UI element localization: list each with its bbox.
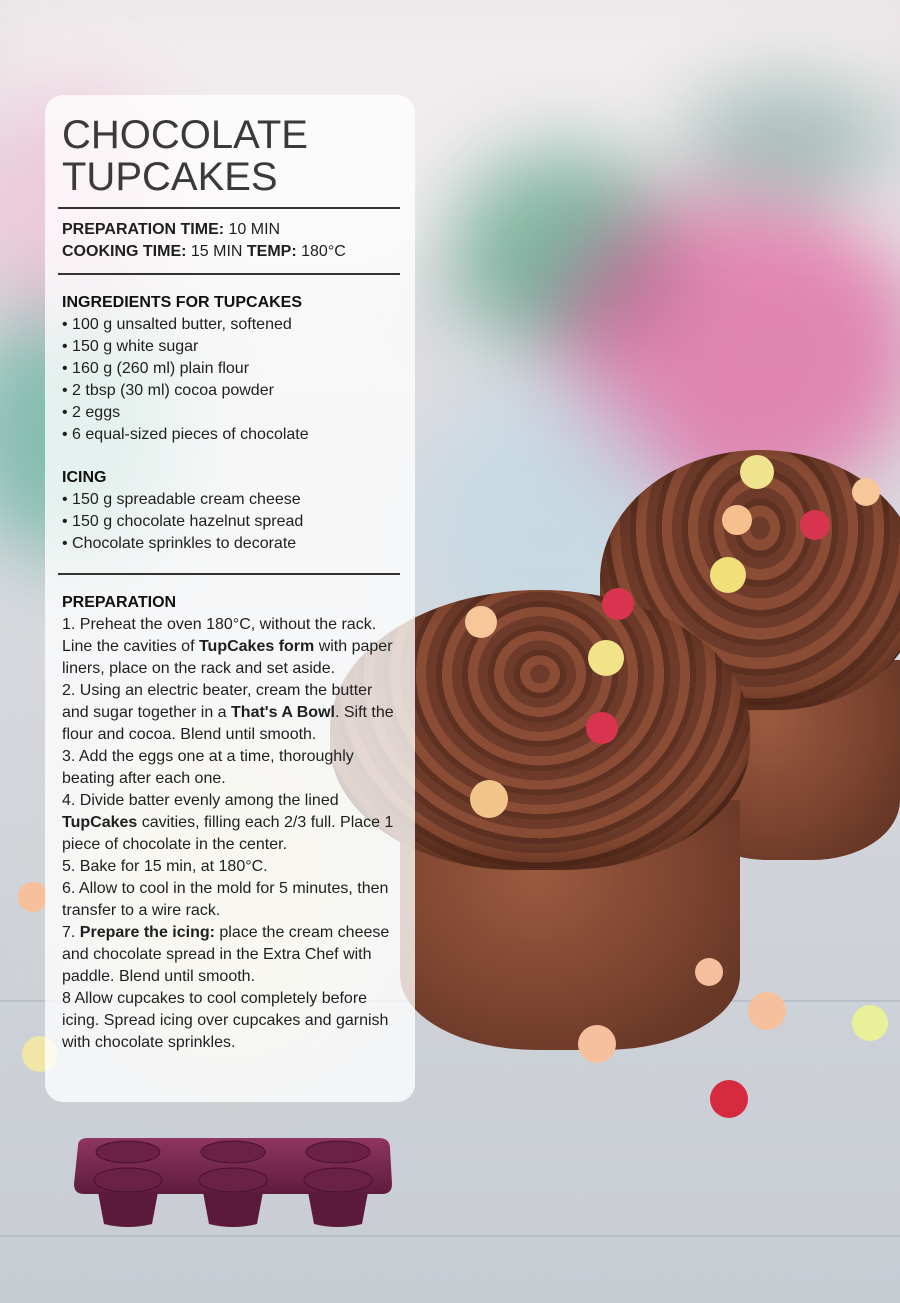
product-name: TupCakes form	[198, 638, 315, 655]
temp-label: TEMP:	[246, 243, 297, 260]
step-2: 2. Using an electric beater, cream the butter and sugar together in a That's A Bowl. Sift the flour and cocoa. Blend until smooth.	[62, 682, 394, 743]
icing-item: • 150 g spreadable cream cheese	[62, 491, 301, 508]
temp-value: 180°C	[296, 243, 346, 260]
icing-item: • Chocolate sprinkles to decorate	[62, 535, 297, 552]
recipe-title-line2: TUPCAKES	[62, 155, 278, 199]
product-name: That's A Bowl	[231, 704, 335, 721]
icing-section	[62, 467, 397, 555]
ingredients-heading: INGREDIENTS FOR TUPCAKES	[62, 294, 303, 311]
step-emphasis: Prepare the icing:	[79, 924, 215, 941]
ingredient-item: • 160 g (260 ml) plain flour	[62, 360, 250, 377]
divider	[58, 273, 400, 275]
ingredient-item: • 100 g unsalted butter, softened	[62, 316, 292, 333]
step-7: 7. Prepare the icing: place the cream cheese and chocolate spread in the Extra Chef with paddle. Blend until smooth.	[62, 924, 390, 985]
ingredients-section	[62, 292, 397, 446]
divider	[58, 573, 400, 575]
recipe-title	[62, 114, 392, 198]
timing-info	[62, 219, 397, 263]
divider	[58, 207, 400, 209]
step-6: 6. Allow to cool in the mold for 5 minutes, then transfer to a wire rack.	[62, 880, 389, 919]
prep-time-value: 10 MIN	[224, 221, 281, 238]
ingredient-item: • 6 equal-sized pieces of chocolate	[62, 426, 309, 443]
icing-item: • 150 g chocolate hazelnut spread	[62, 513, 304, 530]
step-1: 1. Preheat the oven 180°C, without the rack. Line the cavities of TupCakes form with paper liners, place on the rack and set aside.	[62, 616, 393, 677]
step-5: 5. Bake for 15 min, at 180°C.	[62, 858, 268, 875]
step-3: 3. Add the eggs one at a time, thoroughly beating after each one.	[62, 748, 354, 787]
ingredient-item: • 150 g white sugar	[62, 338, 199, 355]
ingredient-item: • 2 tbsp (30 ml) cocoa powder	[62, 382, 274, 399]
preparation-section	[62, 592, 394, 1054]
step-8: 8 Allow cupcakes to cool completely before icing. Spread icing over cupcakes and garnish with chocolate sprinkles.	[62, 990, 389, 1051]
cook-time-label: COOKING TIME:	[62, 243, 187, 260]
recipe-title-line1: CHOCOLATE	[62, 113, 308, 157]
icing-heading: ICING	[62, 469, 107, 486]
step-4: 4. Divide batter evenly among the lined TupCakes cavities, filling each 2/3 full. Place 1 piece of chocolate in the center.	[62, 792, 394, 853]
cook-time-value: 15 MIN	[186, 243, 247, 260]
prep-time-label: PREPARATION TIME:	[62, 221, 225, 238]
silicone-muffin-pan	[70, 1136, 395, 1231]
ingredient-item: • 2 eggs	[62, 404, 121, 421]
product-name: TupCakes	[62, 814, 138, 831]
preparation-heading: PREPARATION	[62, 594, 177, 611]
